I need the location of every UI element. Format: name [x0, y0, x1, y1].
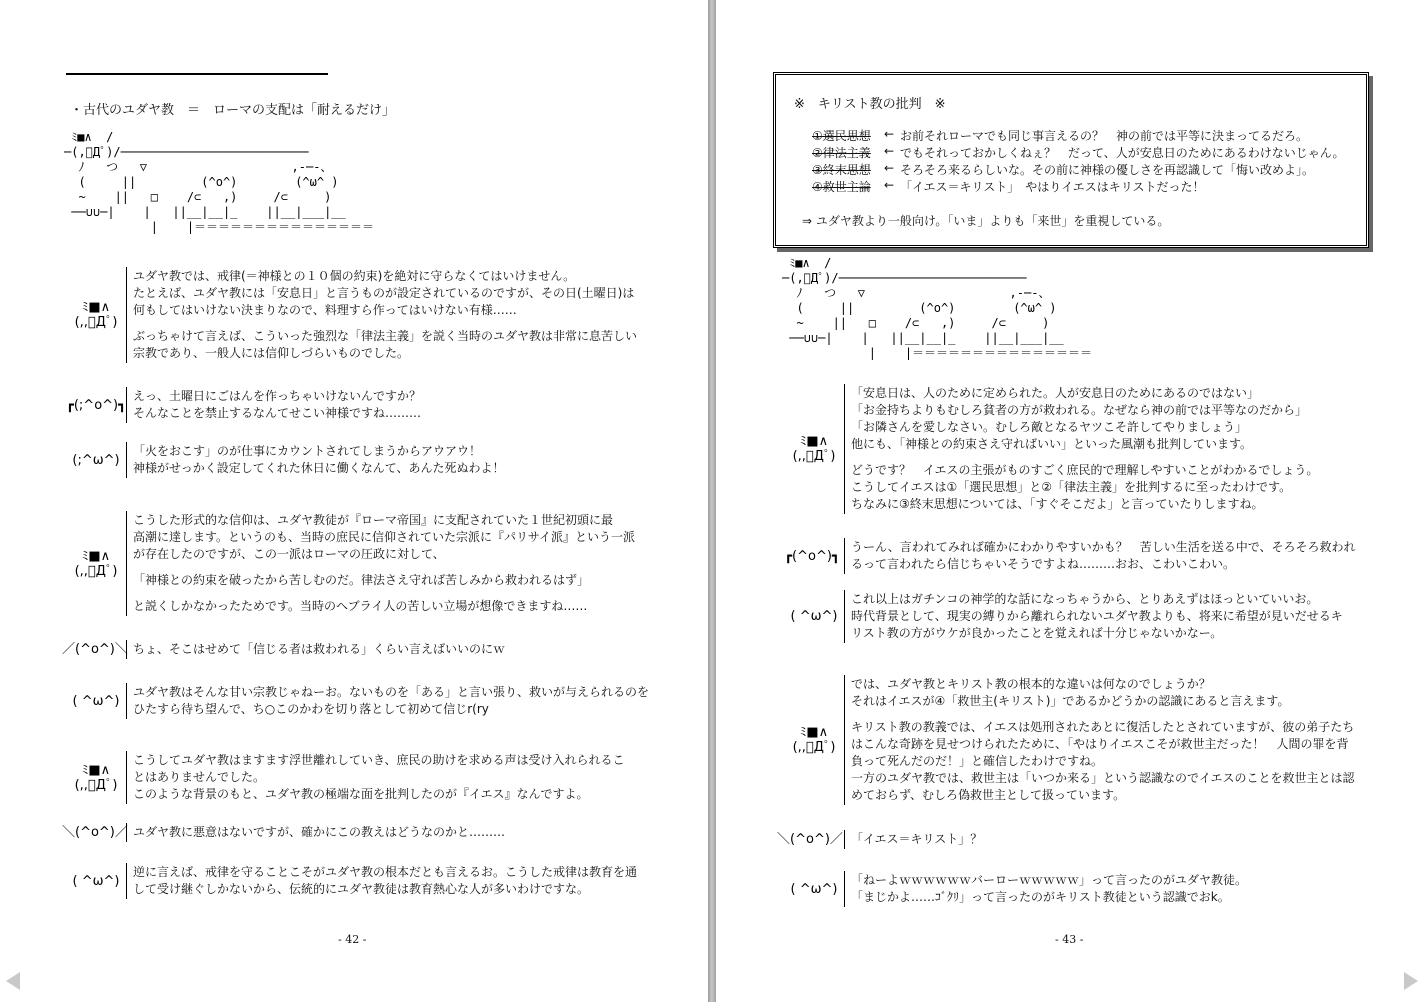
text-line: これ以上はガチンコの神学的な話になっちゃうから、とりあえずはほっといていいお。 — [851, 592, 1319, 606]
dialogue-block — [784, 590, 1343, 643]
text-line: 神様がせっかく設定してくれた休日に働くなんて、あんた死ぬわよ！ — [133, 461, 505, 475]
dialogue-text — [126, 640, 505, 659]
text-line: ユダヤ教では、戒律(＝神様との１０個の約束)を絶対に守らなくてはいけません。 — [133, 269, 576, 283]
dialogue-text — [126, 683, 649, 719]
text-line: 高潮に達します。というのも、当時の庶民に信仰されていた宗派に『パリサイ派』という一派 — [133, 530, 635, 544]
text-line: ユダヤ教に悪意はないですが、確かにこの教えはどうなのかと……… — [133, 825, 506, 839]
text-line: ちょ、そこはせめて「信じる者は救われる」くらい言えばいいのにｗ — [133, 642, 506, 656]
character-face: ﾐ■∧ (,,ﾟДﾟ) — [74, 300, 118, 330]
text-line: 「まじかよ……ｺﾞｸﾘ」って言ったのがキリスト教徒という認識でおk。 — [851, 890, 1230, 904]
critique-text: でもそれっておかしくねぇ？ だって、人が安息日のためにあるわけないじゃん。 — [900, 146, 1345, 160]
dialogue-text — [126, 511, 635, 616]
left-arrow-icon: ← — [883, 178, 895, 192]
character-face: ﾐ■∧ (,,ﾟДﾟ) — [74, 762, 118, 793]
dialogue-block — [784, 384, 1318, 514]
dialogue-block — [62, 640, 505, 659]
book-spine — [708, 0, 716, 1002]
text-line: たとえば、ユダヤ教には「安息日」と言うものが設定されているのですが、その日(土曜日)は — [133, 286, 635, 300]
dialogue-text — [844, 590, 1343, 643]
character-face: ( ^ω^) — [790, 609, 838, 624]
character-face: ┏(^o^)┓ — [784, 548, 840, 564]
top-rule — [66, 73, 328, 75]
character-face: ﾐ■∧ (,,ﾟДﾟ) — [792, 434, 836, 464]
line-gap — [851, 710, 1355, 719]
ascii-art-scene: ﾐ■∧ / ─(,ﾟДﾟ)/────────────────────────── ﾉ つ ▽ ,-─-、 ( || (^o^) (^ω^ ) ~ || □ /⊂ ,) /⊂ ) ──∪∪─| | ||__|__|_ ||__|___|__ | |＝＝＝＝＝＝＝＝＝＝＝＝＝＝＝ — [64, 130, 375, 234]
character-face: ／(^o^)＼ — [62, 642, 128, 657]
dialogue-text — [126, 267, 637, 363]
critique-text: 「イエス＝キリスト」 やはりイエスはキリストだった！ — [900, 180, 1205, 194]
critique-conclusion: ⇒ ユダヤ教より一般向け。「いま」よりも「来世」を重視している。 — [802, 214, 1170, 228]
text-line: 一方のユダヤ教では、救世主は「いつか来る」という認識なのでイエスのことを救世主とは認 — [851, 771, 1355, 785]
line-gap — [133, 319, 637, 328]
text-line: るって言われたら信じちゃいそうですよね………おお、こわいこわい。 — [851, 557, 1236, 571]
text-line: こうした形式的な信仰は、ユダヤ教徒が『ローマ帝国』に支配されていた１世紀初頭に最 — [133, 513, 614, 527]
text-line: 宗教であり、一般人には信仰しづらいものでした。 — [133, 346, 410, 360]
text-line: ユダヤ教はそんな甘い宗教じゃねーお。ないものを「ある」と言い張り、救いが与えられるのを — [133, 685, 650, 699]
text-line: うーん、言われてみれば確かにわかりやすいかも？ 苦しい生活を送る中で、そろそろ救われ — [851, 540, 1356, 554]
character-face: ﾐ■∧ (,,ﾟДﾟ) — [74, 548, 118, 579]
dialogue-block — [62, 823, 505, 842]
left-page — [0, 0, 708, 1002]
dialogue-text — [844, 384, 1318, 514]
text-line: ちなみに③終末思想については、「すぐそこだよ」と言っていたりしますね。 — [851, 497, 1264, 511]
character-face: ( ^ω^) — [790, 881, 838, 897]
critique-text: お前それローマでも同じ事言えるの？ 神の前では平等に決まってるだろ。 — [900, 129, 1309, 143]
text-line: そんなことを禁止するなんてせこい神様ですね……… — [133, 406, 422, 420]
dialogue-text — [126, 863, 637, 899]
text-line: リスト教の方がウケが良かったことを覚えれば十分じゃないかなー。 — [851, 626, 1223, 640]
dialogue-text — [126, 387, 421, 423]
critique-item — [812, 178, 1205, 195]
critique-title: ※ キリスト教の批判 ※ — [794, 97, 946, 112]
text-line: では、ユダヤ教とキリスト教の根本的な違いは何なのでしょうか？ — [851, 677, 1211, 691]
character-face: ＼(^o^)／ — [62, 825, 128, 840]
critique-box — [773, 72, 1369, 248]
left-arrow-icon: ← — [883, 127, 895, 141]
next-page-arrow-icon[interactable] — [1404, 972, 1418, 990]
line-gap — [133, 589, 635, 598]
dialogue-block — [66, 683, 649, 719]
critique-item — [812, 127, 1308, 144]
dialogue-block — [784, 871, 1247, 907]
left-arrow-icon: ← — [883, 144, 895, 158]
dialogue-block — [780, 538, 1355, 574]
dialogue-block — [66, 751, 625, 804]
dialogue-text — [126, 442, 505, 478]
text-line: 「安息日は、人のために定められた。人が安息日のためにあるのではない」 — [851, 386, 1260, 400]
text-line: と説くしかなかったためです。当時のヘブライ人の苦しい立場が想像できますね…… — [133, 599, 588, 613]
text-line: えっ、土曜日にごはんを作っちゃいけないんですか？ — [133, 389, 422, 403]
character-face: ┏(;^o^)┓ — [66, 397, 126, 413]
dialogue-block — [66, 511, 635, 616]
text-line: このような背景のもと、ユダヤ教の極端な面を批判したのが『イエス』なんですよ。 — [133, 787, 589, 801]
dialogue-block — [784, 675, 1355, 805]
critique-term: ④救世主論 — [812, 180, 871, 194]
text-line: 逆に言えば、戒律を守ることこそがユダヤ教の根本だとも言えるお。こうした戒律は教育を通 — [133, 865, 638, 879]
dialogue-text — [844, 871, 1247, 907]
dialogue-text — [844, 675, 1355, 805]
text-line: 時代背景として、現実の縛りから離れられないユダヤ教よりも、将来に希望が見いだせるキ — [851, 609, 1343, 623]
page-number: - 43 - — [1055, 933, 1084, 946]
text-line: 「イエス＝キリスト」？ — [851, 832, 983, 846]
text-line: 「お隣さんを愛しなさい。むしろ敵となるヤツこそ許してやりましょう」 — [851, 420, 1248, 434]
text-line: 「火をおこす」のが仕事にカウントされてしまうからアウアウ！ — [133, 444, 482, 458]
character-face: ( ^ω^) — [72, 693, 120, 709]
line-gap — [851, 453, 1318, 462]
dialogue-block — [66, 863, 637, 899]
ascii-art-scene: ﾐ■∧ / ─(,ﾟДﾟ)/────────────────────────── ﾉ つ ▽ ,-─-、 ( || (^o^) (^ω^ ) ~ || □ /⊂ ,) /⊂ ) ──∪∪─| | ||__|__|_ ||__|___|__ | |＝＝＝＝＝＝＝＝＝＝＝＝＝＝＝ — [782, 256, 1093, 360]
previous-page-arrow-icon[interactable] — [6, 972, 20, 990]
page-number: - 42 - — [338, 933, 367, 946]
critique-term: ②律法主義 — [812, 146, 871, 160]
character-face: ( ^ω^) — [72, 873, 120, 889]
text-line: 「ねーよｗｗｗｗｗｗバーローｗｗｗｗｗ」って言ったのがユダヤ教徒。 — [851, 873, 1248, 887]
character-face: ＼(^o^)／ — [777, 832, 843, 847]
text-line: めておらず、むしろ偽救世主として扱っています。 — [851, 788, 1126, 802]
character-face: (;^ω^) — [72, 452, 120, 468]
critique-term: ③終末思想 — [812, 163, 871, 177]
line-gap — [133, 563, 635, 572]
dialogue-block — [776, 830, 982, 849]
text-line: はこんな奇跡を見せつけられたために、「やはりイエスこそが救世主だった！ 人間の罪を背 — [851, 737, 1349, 751]
text-line: が存在したのですが、この一派はローマの圧政に対して、 — [133, 547, 445, 561]
text-line: こうしてユダヤ教はますます浮世離れしていき、庶民の助けを求める声は受け入れられるこ — [133, 753, 625, 767]
dialogue-text — [844, 538, 1355, 574]
critique-item — [812, 144, 1344, 161]
text-line: どうです？ イエスの主張がものすごく庶民的で理解しやすいことがわかるでしょう。 — [851, 463, 1319, 477]
text-line: こうしてイエスは①「選民思想」と②「律法主義」を批判するに至ったわけです。 — [851, 480, 1292, 494]
dialogue-block — [66, 267, 637, 363]
text-line: 負って死んだのだ！」と確信したわけですね。 — [851, 754, 1104, 768]
text-line: とはありませんでした。 — [133, 770, 266, 784]
section-heading: ・古代のユダヤ教 ＝ ローマの支配は「耐えるだけ」 — [70, 103, 396, 118]
text-line: ひたすら待ち望んで、ち○このかわを切り落として初めて信じr(ry — [133, 702, 489, 716]
text-line: 「お金持ちよりもむしろ貧者の方が救われる。なぜなら神の前では平等なのだから」 — [851, 403, 1308, 417]
left-arrow-icon: ← — [883, 161, 895, 175]
character-face: ﾐ■∧ (,,ﾟДﾟ) — [792, 725, 836, 755]
critique-text: そろそろ来るらしいな。その前に神様の優しさを再認識して「悔い改めよ」。 — [900, 163, 1315, 177]
text-line: 他にも、「神様との約束さえ守ればいい」といった風潮も批判しています。 — [851, 437, 1253, 451]
dialogue-block — [66, 387, 421, 423]
critique-term: ①選民思想 — [812, 129, 871, 143]
text-line: 「神様との約束を破ったから苦しむのだ。律法さえ守れば苦しみから救われるはず」 — [133, 573, 590, 587]
dialogue-text — [844, 830, 982, 849]
dialogue-text — [126, 823, 505, 842]
text-line: 何もしてはいけない決まりなので、料理すら作ってはいけない有様…… — [133, 303, 517, 317]
text-line: ぶっちゃけて言えば、こういった強烈な「律法主義」を説く当時のユダヤ教は非常に息苦しい — [133, 329, 638, 343]
critique-item — [812, 161, 1314, 178]
text-line: キリスト教の教義では、イエスは処刑されたあとに復活したとされていますが、彼の弟子たち — [851, 720, 1355, 734]
text-line: して受け継ぐしかないから、伝統的にユダヤ教徒は教育熱心な人が多いわけですな。 — [133, 882, 590, 896]
dialogue-text — [126, 751, 625, 804]
text-line: それはイエスが④「救世主(キリスト)」であるかどうかの認識にあると言えます。 — [851, 694, 1290, 708]
dialogue-block — [66, 442, 505, 478]
